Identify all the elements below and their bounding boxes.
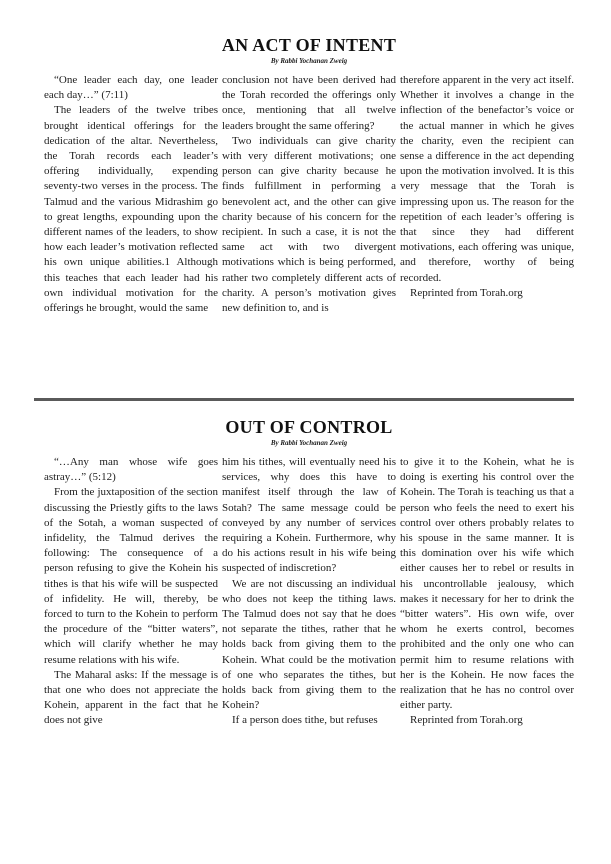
article-columns bbox=[44, 73, 574, 316]
article-out-of-control bbox=[44, 416, 574, 729]
paragraph: him his tithes, will eventually need his services, why does this have to manifest itself through the law of Sotah? The same message could be conveyed by any number of services requiring a Kohein. Furthermore, why do his actions result in his wife being suspected of indiscretion? bbox=[222, 456, 396, 575]
reprint-credit: Reprinted from Torah.org bbox=[410, 714, 523, 727]
article-an-act-of-intent bbox=[44, 34, 574, 316]
column-2 bbox=[222, 455, 396, 729]
paragraph: conclusion not have been derived had the Torah recorded the offerings only once, mentioning that all twelve leaders brought the same offering? bbox=[222, 74, 396, 132]
paragraph: From the juxtaposition of the section discussing the Priestly gifts to the laws of the Sotah, a woman suspected of infidelity, the Talmud derives the following: The consequence of a person refusing to give the Kohein his tithes is that his wife will be suspected of infidelity. He will, thereby, be forced to turn to the Kohein to perform the procedure of the “bitter waters”, which will clarify whether he may resume relations with his wife. bbox=[44, 486, 218, 666]
paragraph-verse: “…Any man whose wife goes astray…” (5:12) bbox=[44, 456, 218, 484]
paragraph: Two individuals can give charity with very different motivations; one person can give charity because he finds fulfillment in performing a benevolent act, and the other can give charity because of his concern for the recipient. In such a case, it is not the same act with two divergent motivations which is being performed, rather two completely different acts of charity. A person’s motivation gives new definition to, and is bbox=[222, 134, 396, 315]
column-3 bbox=[400, 455, 574, 729]
paragraph: The leaders of the twelve tribes brought identical offerings for the dedication of the altar. Nevertheless, the Torah records each leader’s offering individually, expending seventy-two verses in the process. The Talmud and the various Midrashim go to great lengths, expounding upon the different names of the leaders, to show how each leader’s motivation reflected his own unique abilities.1 Although this teaches that each leader had his own individual motivation for the offerings he brought, would the same bbox=[44, 104, 218, 315]
article-title: AN ACT OF INTENT bbox=[221, 35, 397, 55]
article-title: OUT OF CONTROL bbox=[225, 417, 393, 437]
paragraph: to give it to the Kohein, what he is doing is exerting his control over the Kohein. The Torah is teaching us that a person who feels the need to exert his control over others probably relates to his spouse in the same manner. It is this domination over his wife which either causes her to rebel or results in his uncontrollable jealousy, which makes it necessary for her to drink the “bitter waters”. His own wife, over whom he exerts control, becomes prohibited and the only one who can permit him to resume relations with her is the Kohein. He now faces the realization that he has no control over either party. bbox=[400, 456, 574, 712]
column-3 bbox=[400, 73, 574, 316]
paragraph: The Maharal asks: If the message is that one who does not appreciate the Kohein, apparent in the fact that he does not give bbox=[44, 668, 218, 727]
paragraph-verse: “One leader each day, one leader each day…” (7:11) bbox=[44, 74, 218, 102]
column-1 bbox=[44, 73, 218, 316]
paragraph: therefore apparent in the very act itself. Whether it involves a change in the inflection of the benefactor’s voice or the actual manner in which he gives the charity, even the recipient can sense a difference in the act depending upon the motivation involved. It is this very message that the Torah is impressing upon us. The reason for the repetition of each leader’s offering is that since they had different motivations, each offering was unique, and therefore, worthy of being recorded. bbox=[400, 74, 574, 284]
column-1 bbox=[44, 455, 218, 729]
section-divider bbox=[34, 398, 574, 401]
column-2 bbox=[222, 73, 396, 316]
reprint-credit: Reprinted from Torah.org bbox=[410, 286, 523, 299]
article-byline: By Rabbi Yochanan Zweig bbox=[270, 57, 348, 65]
paragraph: If a person does tithe, but refuses bbox=[232, 714, 378, 727]
article-columns bbox=[44, 455, 574, 729]
paragraph: We are not discussing an individual who does not keep the tithing laws. The Talmud does not say that he does not separate the tithes, rather that he holds back from giving them to the Kohein. What could be the motivation of one who separates the tithes, but holds back from giving them to the Kohein? bbox=[222, 577, 396, 712]
article-byline: By Rabbi Yochanan Zweig bbox=[270, 439, 348, 447]
